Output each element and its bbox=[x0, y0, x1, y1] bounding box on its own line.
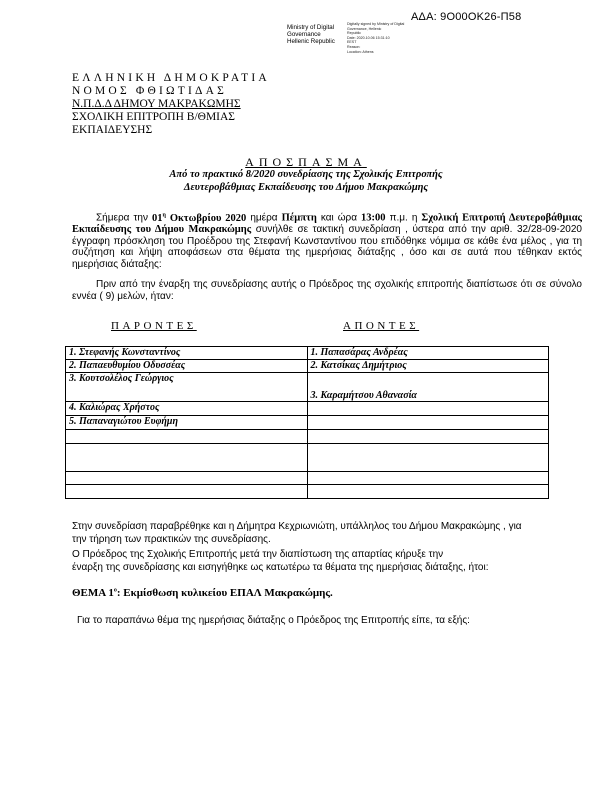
subtitle-line: Δευτεροβάθμιας Εκπαίδευσης του Δήμου Μακρακώμης bbox=[183, 182, 429, 193]
stamp-detail-line: Date: 2020.10.06 15:31:10 bbox=[347, 35, 390, 40]
committee-name: Σχολική Επιτροπή Δευτεροβάθμιας Εκπαίδευσης του Δήμου Μακρακώμης bbox=[72, 212, 582, 235]
intro-text: Σήμερα την bbox=[96, 212, 153, 224]
quorum-paragraph: Πριν από την έναρξη της συνεδρίασης αυτής ο Πρόεδρος της σχολικής επιτροπής διαπίστωσε ότι σε σύνολο εννέα ( 9) μελών, ήταν: bbox=[72, 279, 582, 302]
table-row bbox=[66, 373, 549, 402]
stamp-detail-line: Reason: bbox=[347, 44, 361, 49]
table-row bbox=[66, 416, 549, 430]
letterhead-committee: ΣΧΟΛΙΚΗ ΕΠΙΤΡΟΠΗ Β/ΘΜΙΑΣ bbox=[72, 111, 235, 123]
present-member bbox=[66, 485, 308, 499]
absent-member bbox=[307, 430, 549, 444]
date-day-number: 01 bbox=[152, 212, 163, 224]
intro-text: και ώρα bbox=[316, 212, 362, 224]
agenda-item-superscript: ο bbox=[113, 587, 117, 594]
absent-member bbox=[307, 402, 549, 416]
signature-stamp-issuer bbox=[287, 24, 335, 46]
absent-member bbox=[307, 444, 549, 472]
secretary-note bbox=[72, 520, 582, 546]
date-superscript: η bbox=[162, 212, 166, 218]
intro-text: ημέρα bbox=[246, 212, 282, 224]
agenda-item-subject: : Εκμίσθωση κυλικείου ΕΠΑΛ Μακρακώμης. bbox=[116, 587, 333, 599]
footer-line: την τήρηση των πρακτικών της συνεδρίασης. bbox=[72, 534, 271, 545]
table-row bbox=[66, 444, 549, 472]
present-member: 4. Καλιώρας Χρήστος bbox=[66, 402, 308, 416]
present-member: 2. Παπαευθυμίου Οδυσσέας bbox=[66, 360, 308, 373]
footer-line: Ο Πρόεδρος της Σχολικής Επιτροπής μετά την διαπίστωση της απαρτίας κήρυξε την bbox=[72, 549, 444, 560]
meeting-day: Πέμπτη bbox=[281, 212, 317, 224]
table-row bbox=[66, 347, 549, 360]
intro-text: συνήλθε σε τακτική συνεδρίαση , ύστερα από την αριθ. 32/28-09-2020 έγγραφη πρόσκληση του Προέδρου της Στεφανή Κωνσταντίνου που επιδόθηκε νόμιμα σε κάθε ένα μέλος , για τη συζήτηση και λήψη αποφάσεων στα θέματα της ημερήσιας διάταξης , όσο και σε αυτά που τέθηκαν εκτός ημερήσιας διάταξης: bbox=[72, 224, 582, 270]
present-member bbox=[66, 472, 308, 485]
letterhead-prefecture: ΝΟΜΟΣ ΦΘΙΩΤΙΔΑΣ bbox=[72, 85, 228, 97]
stamp-detail-line: Republic bbox=[347, 31, 361, 36]
stamp-detail-line: Governance, Hellenic bbox=[347, 26, 382, 31]
letterhead-committee-cont: ΕΚΠΑΙΔΕΥΣΗΣ bbox=[72, 124, 153, 136]
stamp-detail-line: Digitally signed by Ministry of Digital bbox=[347, 22, 405, 26]
absent-member bbox=[307, 416, 549, 430]
opening-note bbox=[72, 548, 582, 574]
stamp-line: Hellenic Republic bbox=[287, 38, 335, 46]
absent-member: 1. Παπασάρας Ανδρέας bbox=[307, 347, 549, 360]
present-member: 1. Στεφανής Κωνσταντίνος bbox=[66, 347, 308, 360]
date-month-year: Οκτωβρίου 2020 bbox=[165, 212, 247, 224]
absent-member bbox=[307, 485, 549, 499]
agenda-item-title bbox=[72, 587, 333, 599]
attendance-table bbox=[65, 346, 549, 499]
absent-heading: ΑΠΟΝΤΕΣ bbox=[343, 320, 420, 332]
table-row bbox=[66, 430, 549, 444]
stamp-line: Governance bbox=[287, 31, 321, 39]
meeting-time: 13:00 bbox=[361, 212, 386, 224]
agenda-item-number: ΘΕΜΑ 1 bbox=[72, 587, 114, 599]
present-member: 5. Παπαναγιώτου Ευφήμη bbox=[66, 416, 308, 430]
present-member bbox=[66, 444, 308, 472]
present-member: 3. Κουτσολέλος Γεώργιος bbox=[66, 373, 308, 402]
signature-stamp-details bbox=[347, 22, 404, 54]
subtitle-line: Από το πρακτικό 8/2020 συνεδρίασης της Σχολικής Επιτροπής bbox=[169, 169, 443, 180]
president-statement: Για το παραπάνω θέμα της ημερήσιας διάταξης ο Πρόεδρος της Επιτροπής είπε, τα εξής: bbox=[77, 615, 470, 626]
meeting-date bbox=[152, 213, 246, 224]
intro-text: π.μ. η bbox=[385, 212, 422, 224]
footer-line: έναρξη της συνεδρίασης και εισηγήθηκε ως κατωτέρω τα θέματα της ημερήσιας διάταξης, ήτοι: bbox=[72, 562, 489, 573]
table-row bbox=[66, 472, 549, 485]
present-member bbox=[66, 430, 308, 444]
letterhead bbox=[72, 72, 270, 137]
table-row bbox=[66, 485, 549, 499]
document-title: ΑΠΟΣΠΑΣΜΑ bbox=[245, 155, 367, 169]
table-row bbox=[66, 402, 549, 416]
stamp-detail-line: Location: Athens bbox=[347, 49, 374, 54]
intro-paragraph bbox=[72, 210, 582, 270]
letterhead-country: ΕΛΛΗΝΙΚΗ ΔΗΜΟΚΡΑΤΙΑ bbox=[72, 72, 270, 84]
absent-member bbox=[307, 472, 549, 485]
stamp-line: Ministry of Digital bbox=[287, 24, 335, 31]
ada-code: ΑΔΑ: 9Ο00ΟΚ26-Π58 bbox=[411, 11, 522, 23]
absent-member: 3. Καραμήτσου Αθανασία bbox=[307, 373, 549, 402]
present-heading: ΠΑΡΟΝΤΕΣ bbox=[111, 320, 197, 332]
stamp-detail-line: EEST bbox=[347, 40, 357, 45]
document-subtitle bbox=[0, 168, 612, 194]
footer-line: Στην συνεδρίαση παραβρέθηκε και η Δήμητρα Κεχριωνιώτη, υπάλληλος του Δήμου Μακρακώμης , για bbox=[72, 521, 522, 532]
letterhead-entity: Ν.Π.Δ.Δ ΔΗΜΟΥ ΜΑΚΡΑΚΩΜΗΣ bbox=[72, 98, 241, 110]
table-row bbox=[66, 360, 549, 373]
absent-member: 2. Κατσίκας Δημήτριος bbox=[307, 360, 549, 373]
